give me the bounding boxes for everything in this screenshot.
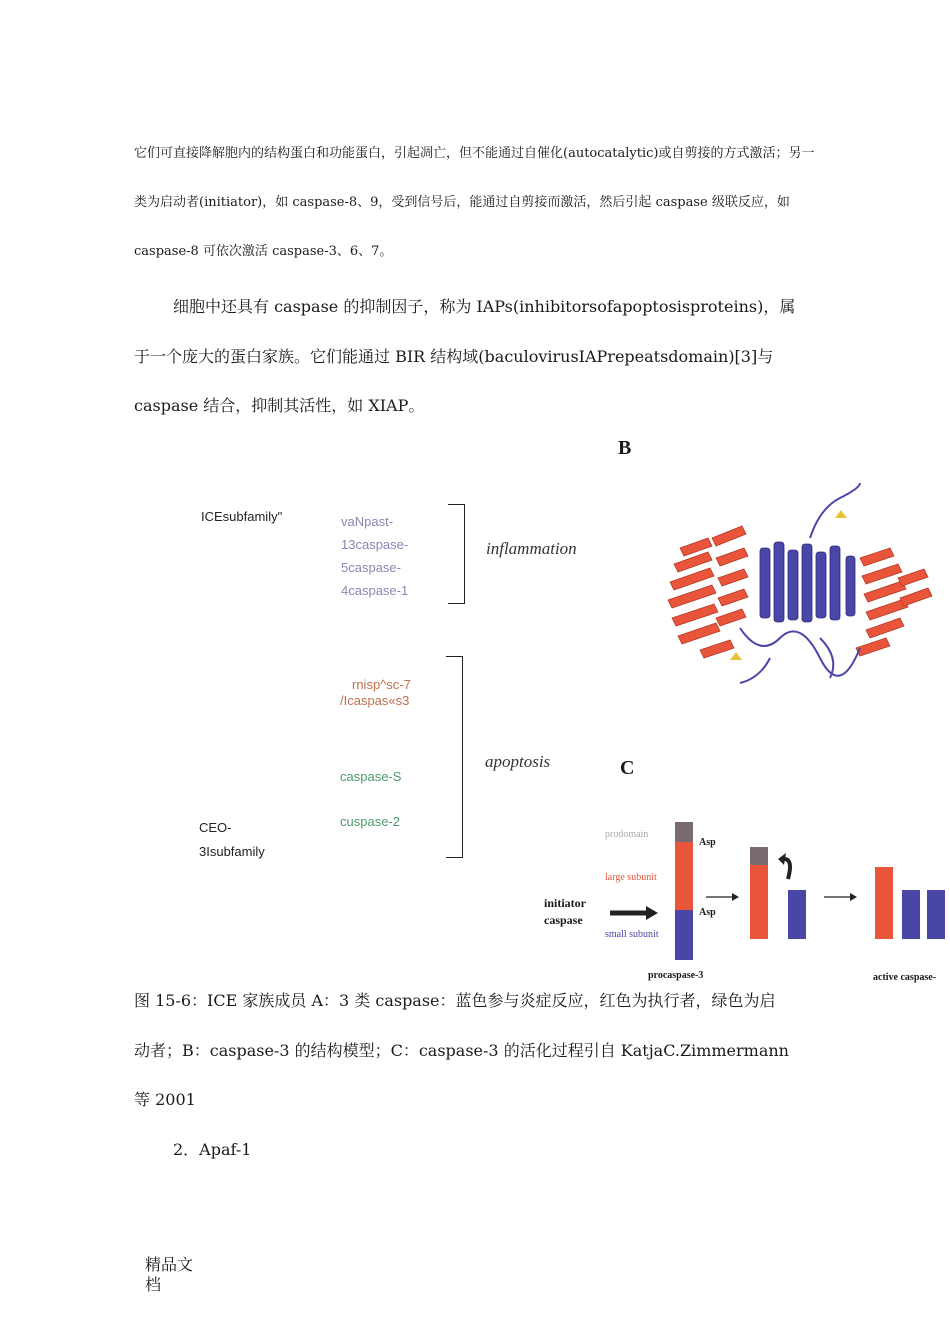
activation-diagram (540, 815, 950, 965)
ced-subfamily-line2: 3Isubfamily (199, 844, 265, 859)
initiator-label-2: caspase (544, 913, 583, 927)
green-label-2: cuspase-2 (340, 814, 400, 829)
apoptosis-label: apoptosis (485, 752, 551, 771)
panel-b-label: B (618, 437, 632, 459)
footer-line1: 精品文 (145, 1255, 194, 1274)
rust-label-2: /Icaspas«s3 (340, 693, 410, 708)
paragraph1-line2: 类为启动者(initiator)，如 caspase-8、9，受到信号后，能通过自剪接而激活，然后引起 caspase 级联反应，如 (134, 195, 790, 210)
panel-c-label: C (620, 757, 635, 779)
green-label-1: caspase-S (340, 769, 402, 784)
ice-subfamily-label: ICEsubfamily" (201, 509, 283, 524)
inflammation-bracket (448, 504, 465, 604)
initiator-label-1: initiator (544, 896, 586, 910)
purple-label-2: 13caspase- (341, 537, 409, 552)
asp-top-label: Asp (699, 837, 716, 848)
purple-label-4: 4caspase-1 (341, 583, 409, 598)
inflammation-label: inflammation (486, 539, 577, 558)
asp-bottom-label: Asp (699, 907, 716, 918)
paragraph1-line1: 它们可直接降解胞内的结构蛋白和功能蛋白，引起凋亡，但不能通过自催化(autocatalytic)或自剪接的方式激活；另一 (134, 146, 815, 161)
prodomain-label: prodomain (605, 829, 649, 840)
section-heading: 2．Apaf-1 (173, 1140, 252, 1159)
apoptosis-bracket (446, 656, 463, 858)
caption-line1: 图 15-6：ICE 家族成员 A：3 类 caspase：蓝色参与炎症反应，红色为执行者，绿色为启 (134, 991, 776, 1010)
caption-line2: 动者；B：caspase-3 的结构模型；C：caspase-3 的活化过程引自 KatjaC.Zimmermann (134, 1041, 789, 1060)
paragraph1-line3: caspase-8 可依次激活 caspase-3、6、7。 (134, 244, 393, 259)
active-caspase-label: active caspase- (873, 972, 937, 983)
purple-label-3: 5caspase- (341, 560, 401, 575)
protein-structure-image (660, 478, 950, 700)
footer-line2: 档 (145, 1275, 162, 1294)
paragraph2-line3: caspase 结合，抑制其活性，如 XIAP。 (134, 396, 425, 415)
paragraph2-line1: 细胞中还具有 caspase 的抑制因子，称为 IAPs(inhibitorsofapoptosisproteins)，属 (173, 297, 796, 316)
large-subunit-label: large subunit (605, 872, 657, 883)
ced-subfamily-line1: CEO- (199, 820, 232, 835)
procaspase-label: procaspase-3 (648, 970, 704, 981)
caption-line3: 等 2001 (134, 1090, 196, 1109)
paragraph2-line2: 于一个庞大的蛋白家族。它们能通过 BIR 结构域(baculovirusIAPrepeatsdomain)[3]与 (134, 347, 774, 366)
purple-label-1: vaNpast- (341, 514, 394, 529)
small-subunit-label: small subunit (605, 929, 659, 940)
rust-label-1: rnisp^sc-7 (352, 677, 411, 692)
